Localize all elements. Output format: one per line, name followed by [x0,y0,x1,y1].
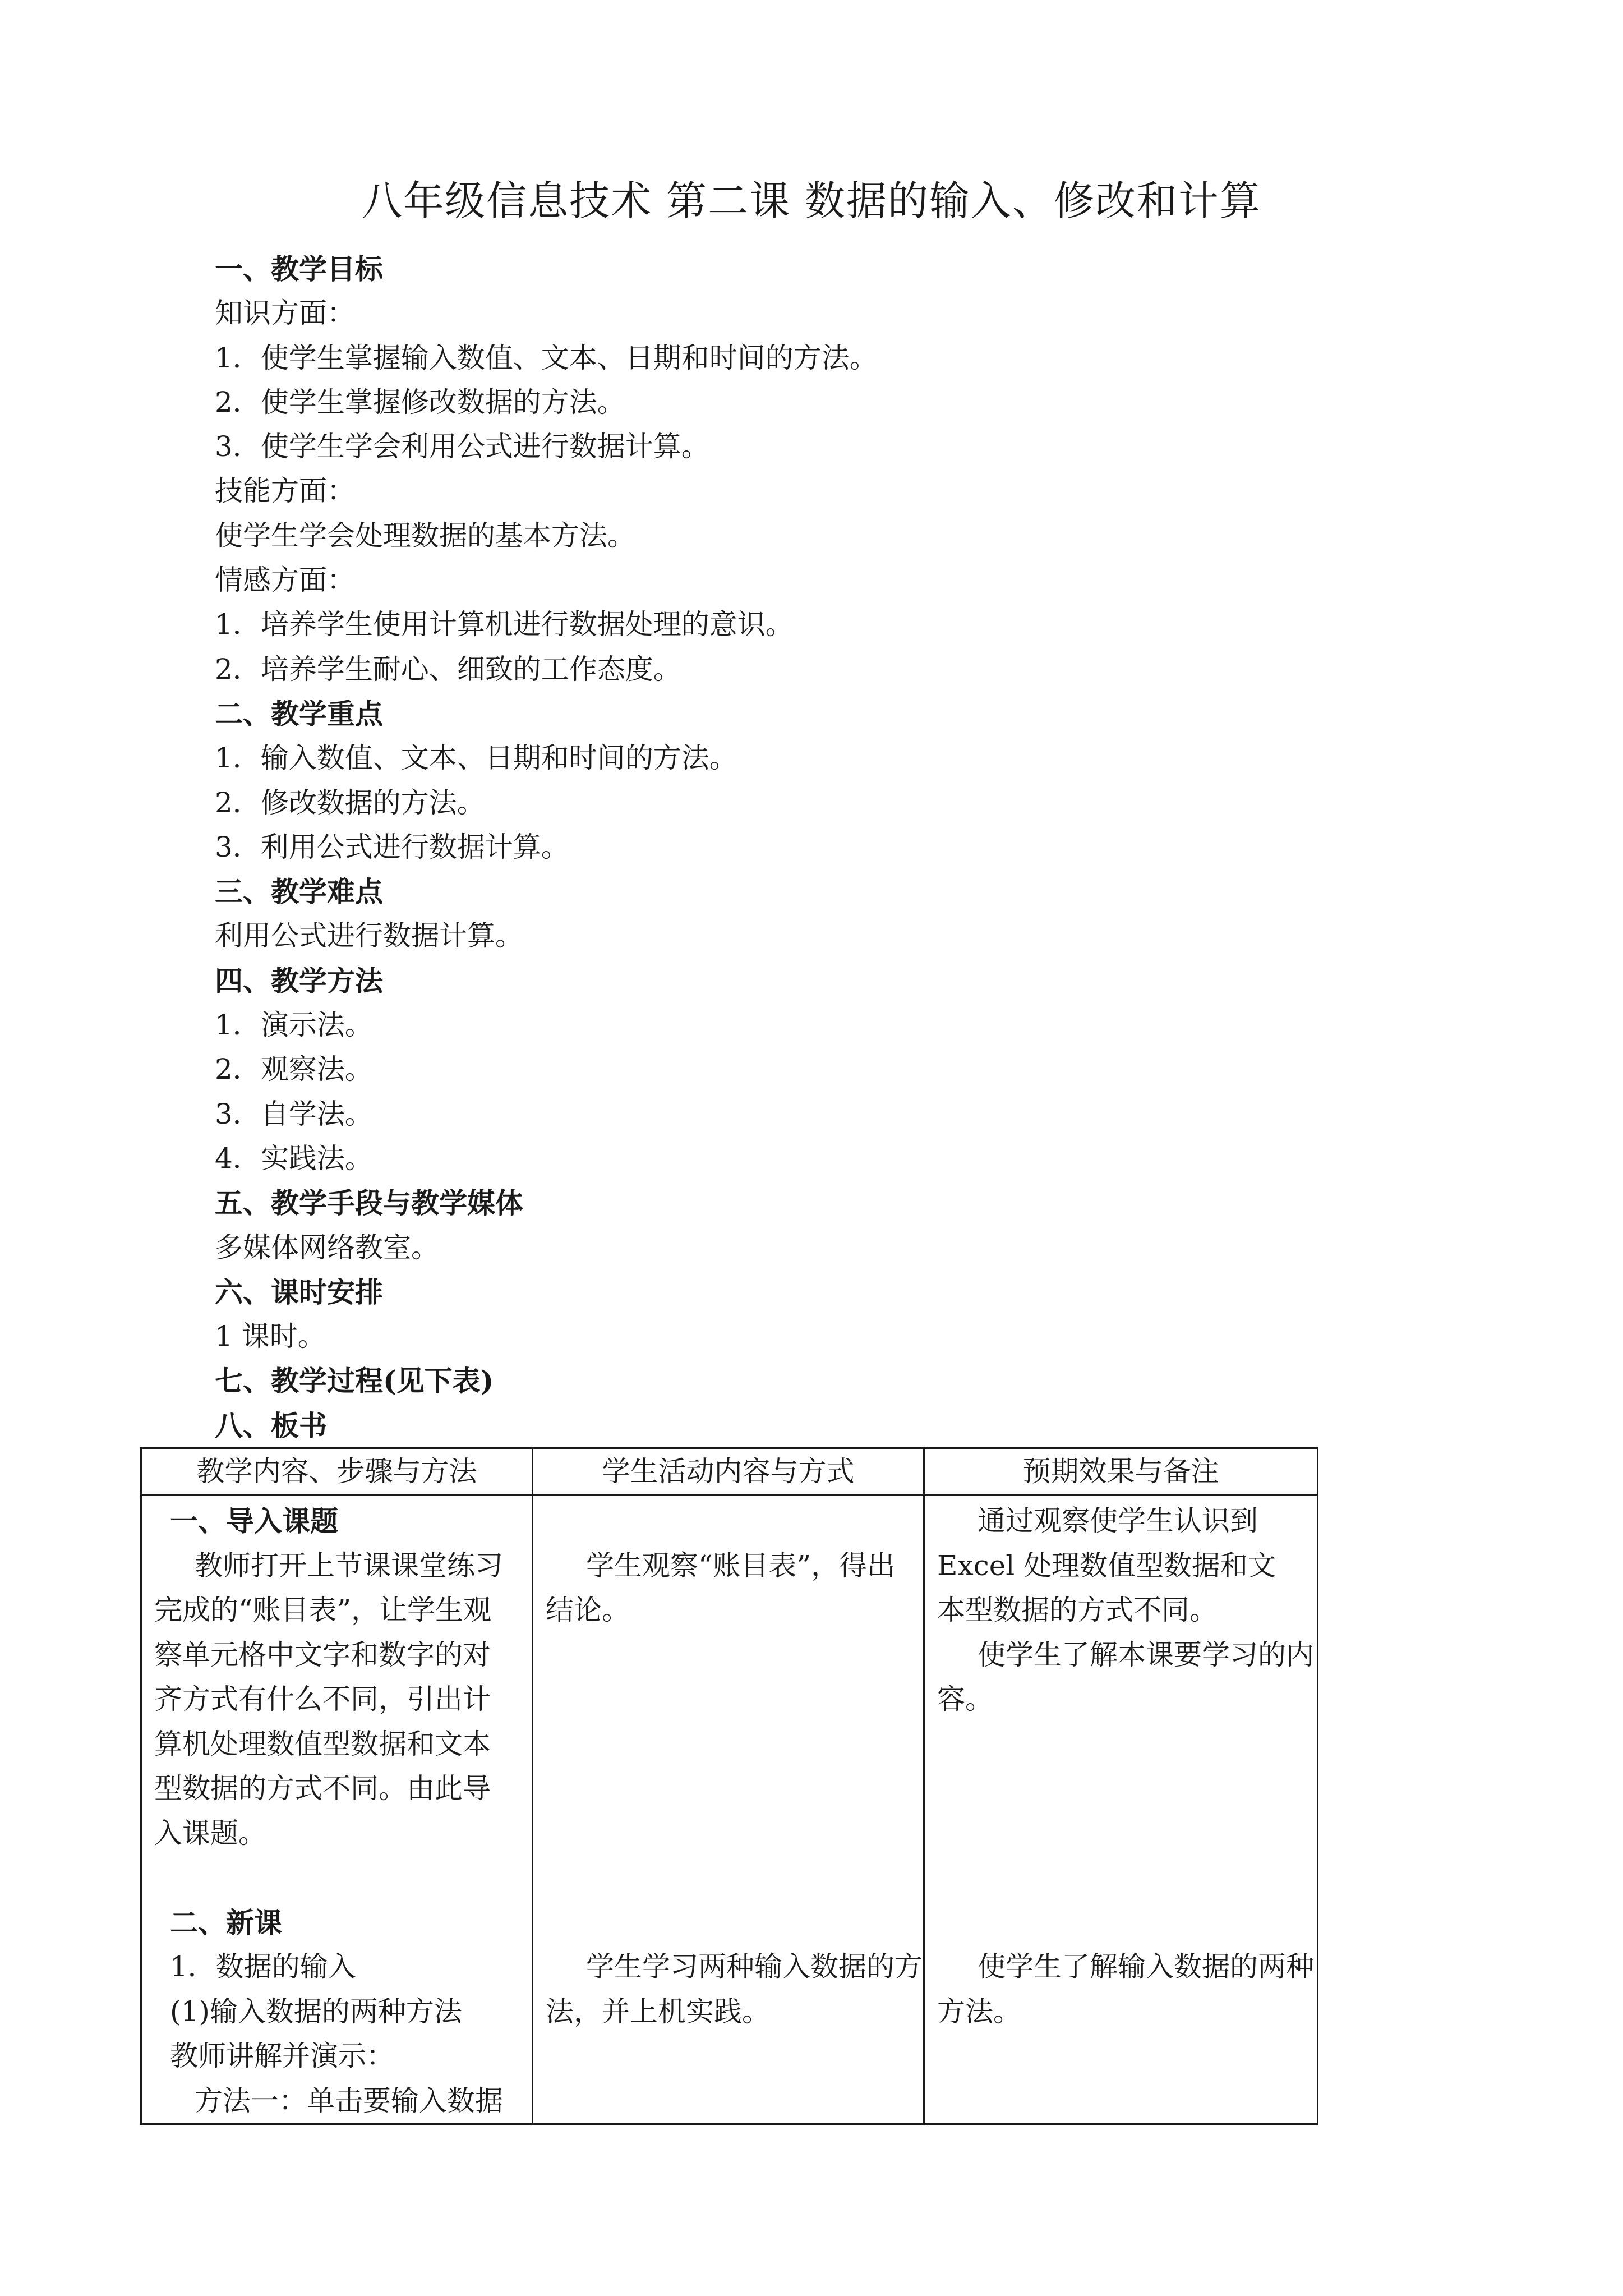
student-activity-cell [533,1495,924,2124]
cell-line: 一、导入课题 [170,1504,338,1538]
blank-line [546,1766,911,1811]
section-heading: 五、教学手段与教学媒体 [215,1186,523,1220]
cell-line: 结论。 [546,1594,630,1626]
body-line: 1．使学生掌握输入数值、文本、日期和时间的方法。 [215,341,878,374]
blank-line [546,1856,911,1901]
section-heading: 二、教学重点 [215,697,383,730]
teaching-content-cell [141,1495,533,2124]
blank-line [937,1811,1304,1856]
cell-line: 学生观察“账目表”，得出 [586,1549,896,1582]
body-line: 知识方面： [215,297,355,330]
cell-line: 方法。 [937,1995,1021,2028]
body-line: 1．输入数值、文本、日期和时间的方法。 [215,742,737,775]
cell-line: 完成的“账目表”，让学生观 [154,1594,492,1626]
blank-line [546,1722,911,1767]
body-line: 2．观察法。 [215,1053,373,1086]
blank-line [937,1901,1304,1945]
section-heading: 三、教学难点 [215,875,383,909]
body-line: 2．培养学生耐心、细致的工作态度。 [215,652,681,685]
body-line: 使学生学会处理数据的基本方法。 [215,519,635,552]
body-line: 3．利用公式进行数据计算。 [215,830,569,863]
body-line: 1．演示法。 [215,1009,373,1042]
cell-line: 通过观察使学生认识到 [978,1504,1258,1537]
teaching-process-table [140,1447,1318,2125]
blank-line [546,1901,911,1945]
cell-line: 入课题。 [154,1816,266,1849]
section-heading: 八、板书 [215,1409,327,1442]
document-title: 八年级信息技术 第二课 数据的输入、修改和计算 [362,177,1261,224]
body-line: 情感方面： [215,564,355,597]
cell-line: 方法一：单击要输入数据 [195,2084,503,2117]
cell-line: 法，并上机实践。 [546,1995,770,2028]
body-line: 1 课时。 [215,1320,326,1353]
blank-line [937,1856,1304,1901]
body-line: 2．修改数据的方法。 [215,786,485,819]
blank-line [937,1722,1304,1767]
body-line: 多媒体网络教室。 [215,1231,439,1264]
cell-line: (1)输入数据的两种方法 [170,1995,462,2028]
blank-line [546,1811,911,1856]
cell-line: 学生学习两种输入数据的方 [586,1950,923,1983]
cell-line: 二、新课 [170,1906,282,1939]
body-line: 1．培养学生使用计算机进行数据处理的意识。 [215,608,794,641]
blank-line [546,1677,911,1722]
body-line: 技能方面： [215,475,355,508]
cell-line: Excel 处理数值型数据和文 [937,1549,1276,1582]
cell-line: 1．数据的输入 [170,1950,356,1983]
section-heading: 七、教学过程(见下表) [215,1364,494,1398]
table-header-row [141,1448,1318,1495]
blank-line [546,1499,911,1544]
cell-line: 使学生了解本课要学习的内 [978,1638,1314,1671]
blank-line [937,1766,1304,1811]
expected-effect-cell [924,1495,1318,2124]
cell-line: 本型数据的方式不同。 [937,1594,1218,1626]
cell-line: 使学生了解输入数据的两种 [978,1950,1314,1983]
cell-line: 型数据的方式不同。由此导 [154,1772,491,1805]
table-row [141,1495,1318,2124]
cell-line: 容。 [937,1683,993,1715]
cell-line: 算机处理数值型数据和文本 [154,1727,491,1760]
section-heading: 一、教学目标 [215,252,383,286]
table-header-student-activity: 学生活动内容与方式 [533,1448,924,1495]
cell-line: 教师打开上节课课堂练习 [195,1549,503,1582]
blank-line [546,1633,911,1678]
lesson-plan-body [215,247,1370,1448]
body-line: 4．实践法。 [215,1142,373,1175]
body-line: 3．自学法。 [215,1097,373,1130]
body-line: 利用公式进行数据计算。 [215,919,523,953]
cell-line: 察单元格中文字和数字的对 [154,1638,491,1671]
section-heading: 六、课时安排 [215,1275,383,1309]
body-line: 3．使学生学会利用公式进行数据计算。 [215,430,709,463]
section-heading: 四、教学方法 [215,964,383,997]
cell-line: 教师讲解并演示： [170,2040,394,2072]
table-header-content-steps: 教学内容、步骤与方法 [141,1448,533,1495]
body-line: 2．使学生掌握修改数据的方法。 [215,385,625,418]
cell-line: 齐方式有什么不同，引出计 [154,1683,491,1715]
table-header-expected-effect: 预期效果与备注 [924,1448,1318,1495]
blank-line [154,1856,519,1901]
